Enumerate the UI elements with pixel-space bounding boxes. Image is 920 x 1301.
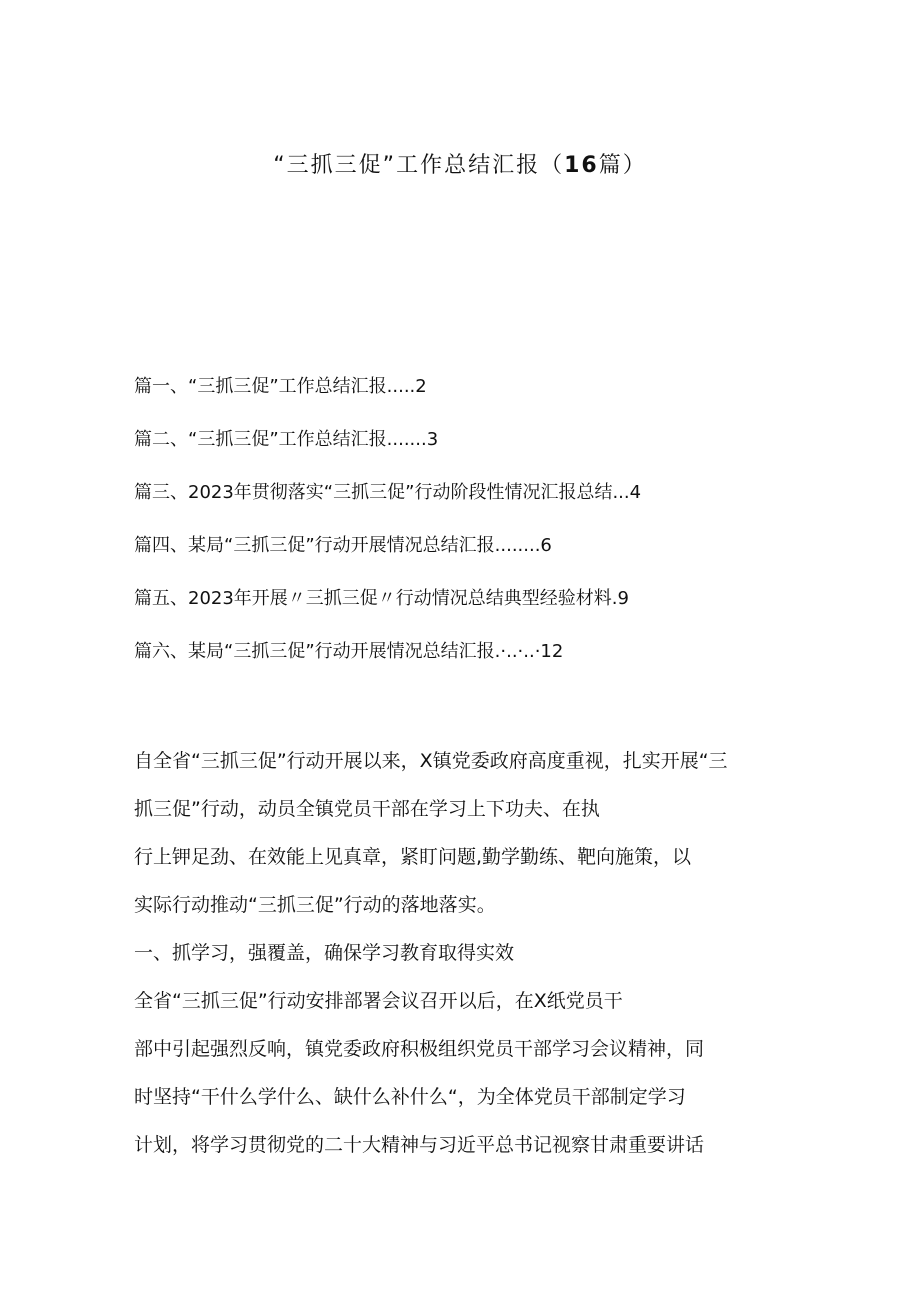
title-count: 16 <box>564 153 599 178</box>
title-text: “三抓三促”工作总结汇报（ <box>273 153 565 178</box>
body-line-8: 计划，将学习贯彻党的二十大精神与习近平总书记视察甘肃重要讲话 <box>134 1134 705 1156</box>
toc-item-5: 篇五、2023年开展〃三抓三促〃行动情况总结典型经验材料.9 <box>134 588 629 609</box>
toc-item-1: 篇一、“三抓三促”工作总结汇报.....2 <box>134 376 427 397</box>
toc-item-4: 篇四、某局“三抓三促”行动开展情况总结汇报........6 <box>134 535 552 556</box>
title-end: 篇） <box>598 153 647 178</box>
toc-item-3: 篇三、2023年贯彻落实“三抓三促”行动阶段性情况汇报总结...4 <box>134 482 642 503</box>
toc-item-6: 篇六、某局“三抓三促”行动开展情况总结汇报.·..·..·12 <box>134 641 564 662</box>
body-line-1: 自全省“三抓三促”行动开展以来，X镇党委政府高度重视，扎实开展“三 <box>134 750 728 772</box>
body-line-4: 实际行动推动“三抓三促”行动的落地落实。 <box>134 894 496 916</box>
body-line-5: 全省“三抓三促”行动安排部署会议召开以后，在X纸党员干 <box>134 990 623 1012</box>
toc-item-2: 篇二、“三抓三促”工作总结汇报.......3 <box>134 429 439 450</box>
body-line-6: 部中引起强烈反响，镇党委政府积极组织党员干部学习会议精神，同 <box>134 1038 705 1060</box>
body-line-3: 行上钾足劲、在效能上见真章，紧盯问题,勤学勤练、靶向施策，以 <box>134 846 692 868</box>
body-line-7: 时坚持“干什么学什么、缺什么补什么“，为全体党员干部制定学习 <box>134 1086 686 1108</box>
body-line-2: 抓三促”行动，动员全镇党员干部在学习上下功夫、在执 <box>134 798 600 820</box>
table-of-contents <box>134 372 814 690</box>
section-heading: 一、抓学习，强覆盖，确保学习教育取得实效 <box>134 942 515 964</box>
document-title <box>0 148 920 179</box>
document-body <box>134 744 814 1176</box>
